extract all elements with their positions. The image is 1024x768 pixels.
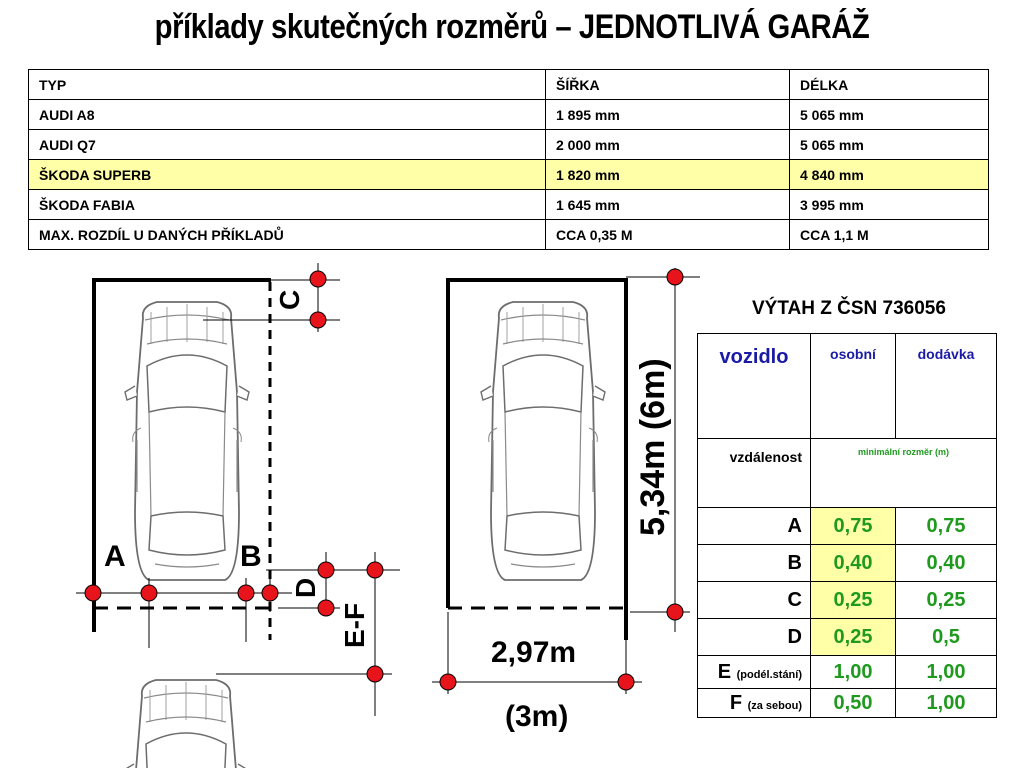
row-key: F — [729, 691, 743, 714]
marker-dot — [667, 604, 683, 620]
width-label: 2,97m — [491, 636, 577, 669]
marker-dot — [310, 312, 326, 328]
norm-table — [697, 333, 997, 718]
table-cell: AUDI A8 — [29, 100, 546, 130]
row-value-passenger: 0,40 — [811, 545, 896, 582]
subheader-unit: minimální rozměr (m) — [811, 439, 997, 508]
width-sub-label: (3m) — [505, 700, 569, 733]
row-note: (podél.stání) — [736, 668, 802, 681]
header-passenger: osobní — [811, 334, 896, 439]
table-row — [698, 619, 997, 656]
table-row — [698, 582, 997, 619]
marker-dot — [262, 585, 278, 601]
table-row — [698, 656, 997, 689]
row-key-with-note — [698, 689, 811, 718]
table-cell: 1 820 mm — [546, 160, 790, 190]
table-cell: 4 840 mm — [790, 160, 989, 190]
table-cell: 2 000 mm — [546, 130, 790, 160]
row-note: (za sebou) — [747, 699, 802, 712]
table-row — [698, 545, 997, 582]
row-value-passenger: 0,25 — [811, 619, 896, 656]
norm-header-row — [698, 334, 997, 439]
marker-dot — [618, 674, 634, 690]
row-value-van: 0,40 — [896, 545, 997, 582]
marker-dot — [667, 269, 683, 285]
table-cell: 1 645 mm — [546, 190, 790, 220]
label-d: D — [290, 577, 321, 598]
marker-dot — [318, 562, 334, 578]
header-cell: ŠÍŘKA — [546, 70, 790, 100]
marker-dot — [367, 562, 383, 578]
marker-dot — [238, 585, 254, 601]
table-cell: MAX. ROZDÍL U DANÝCH PŘÍKLADŮ — [29, 220, 546, 250]
row-value-van: 1,00 — [896, 656, 997, 689]
marker-dot — [367, 666, 383, 682]
label-b: B — [240, 540, 262, 573]
row-key: B — [698, 545, 811, 582]
table-cell: 5 065 mm — [790, 100, 989, 130]
row-value-van: 0,5 — [896, 619, 997, 656]
subheader-distance: vzdálenost — [698, 439, 811, 508]
row-value-van: 1,00 — [896, 689, 997, 718]
row-value-passenger: 0,25 — [811, 582, 896, 619]
table-cell: AUDI Q7 — [29, 130, 546, 160]
table-cell: ŠKODA SUPERB — [29, 160, 546, 190]
row-key: A — [698, 508, 811, 545]
row-key: C — [698, 582, 811, 619]
table-cell: 5 065 mm — [790, 130, 989, 160]
table-cell: 1 895 mm — [546, 100, 790, 130]
marker-dot — [310, 271, 326, 287]
table-cell: CCA 1,1 M — [790, 220, 989, 250]
length-label: 5,34m (6m) — [634, 358, 672, 536]
norm-subheader-row — [698, 439, 997, 508]
label-c: C — [274, 289, 305, 310]
page-title: příklady skutečných rozměrů – JEDNOTLIVÁ GARÁŽ — [154, 8, 870, 46]
table-row — [698, 689, 997, 718]
header-cell: TYP — [29, 70, 546, 100]
header-cell: DÉLKA — [790, 70, 989, 100]
row-key: E — [717, 660, 732, 683]
row-value-van: 0,75 — [896, 508, 997, 545]
marker-dot — [85, 585, 101, 601]
row-key-with-note — [698, 656, 811, 689]
row-value-passenger: 0,75 — [811, 508, 896, 545]
table-cell: ŠKODA FABIA — [29, 190, 546, 220]
left-garage — [76, 263, 400, 768]
row-value-passenger: 1,00 — [811, 656, 896, 689]
row-key: D — [698, 619, 811, 656]
header-van: dodávka — [896, 334, 997, 439]
marker-dot — [318, 600, 334, 616]
table-row — [698, 508, 997, 545]
table-cell: 3 995 mm — [790, 190, 989, 220]
marker-dot — [440, 674, 456, 690]
row-value-van: 0,25 — [896, 582, 997, 619]
marker-dot — [141, 585, 157, 601]
row-value-passenger: 0,50 — [811, 689, 896, 718]
header-vehicle: vozidlo — [698, 334, 811, 439]
label-a: A — [104, 540, 126, 573]
table-cell: CCA 0,35 M — [546, 220, 790, 250]
label-e-f: E-F — [339, 602, 370, 648]
norm-table-title: VÝTAH Z ČSN 736056 — [752, 298, 946, 319]
